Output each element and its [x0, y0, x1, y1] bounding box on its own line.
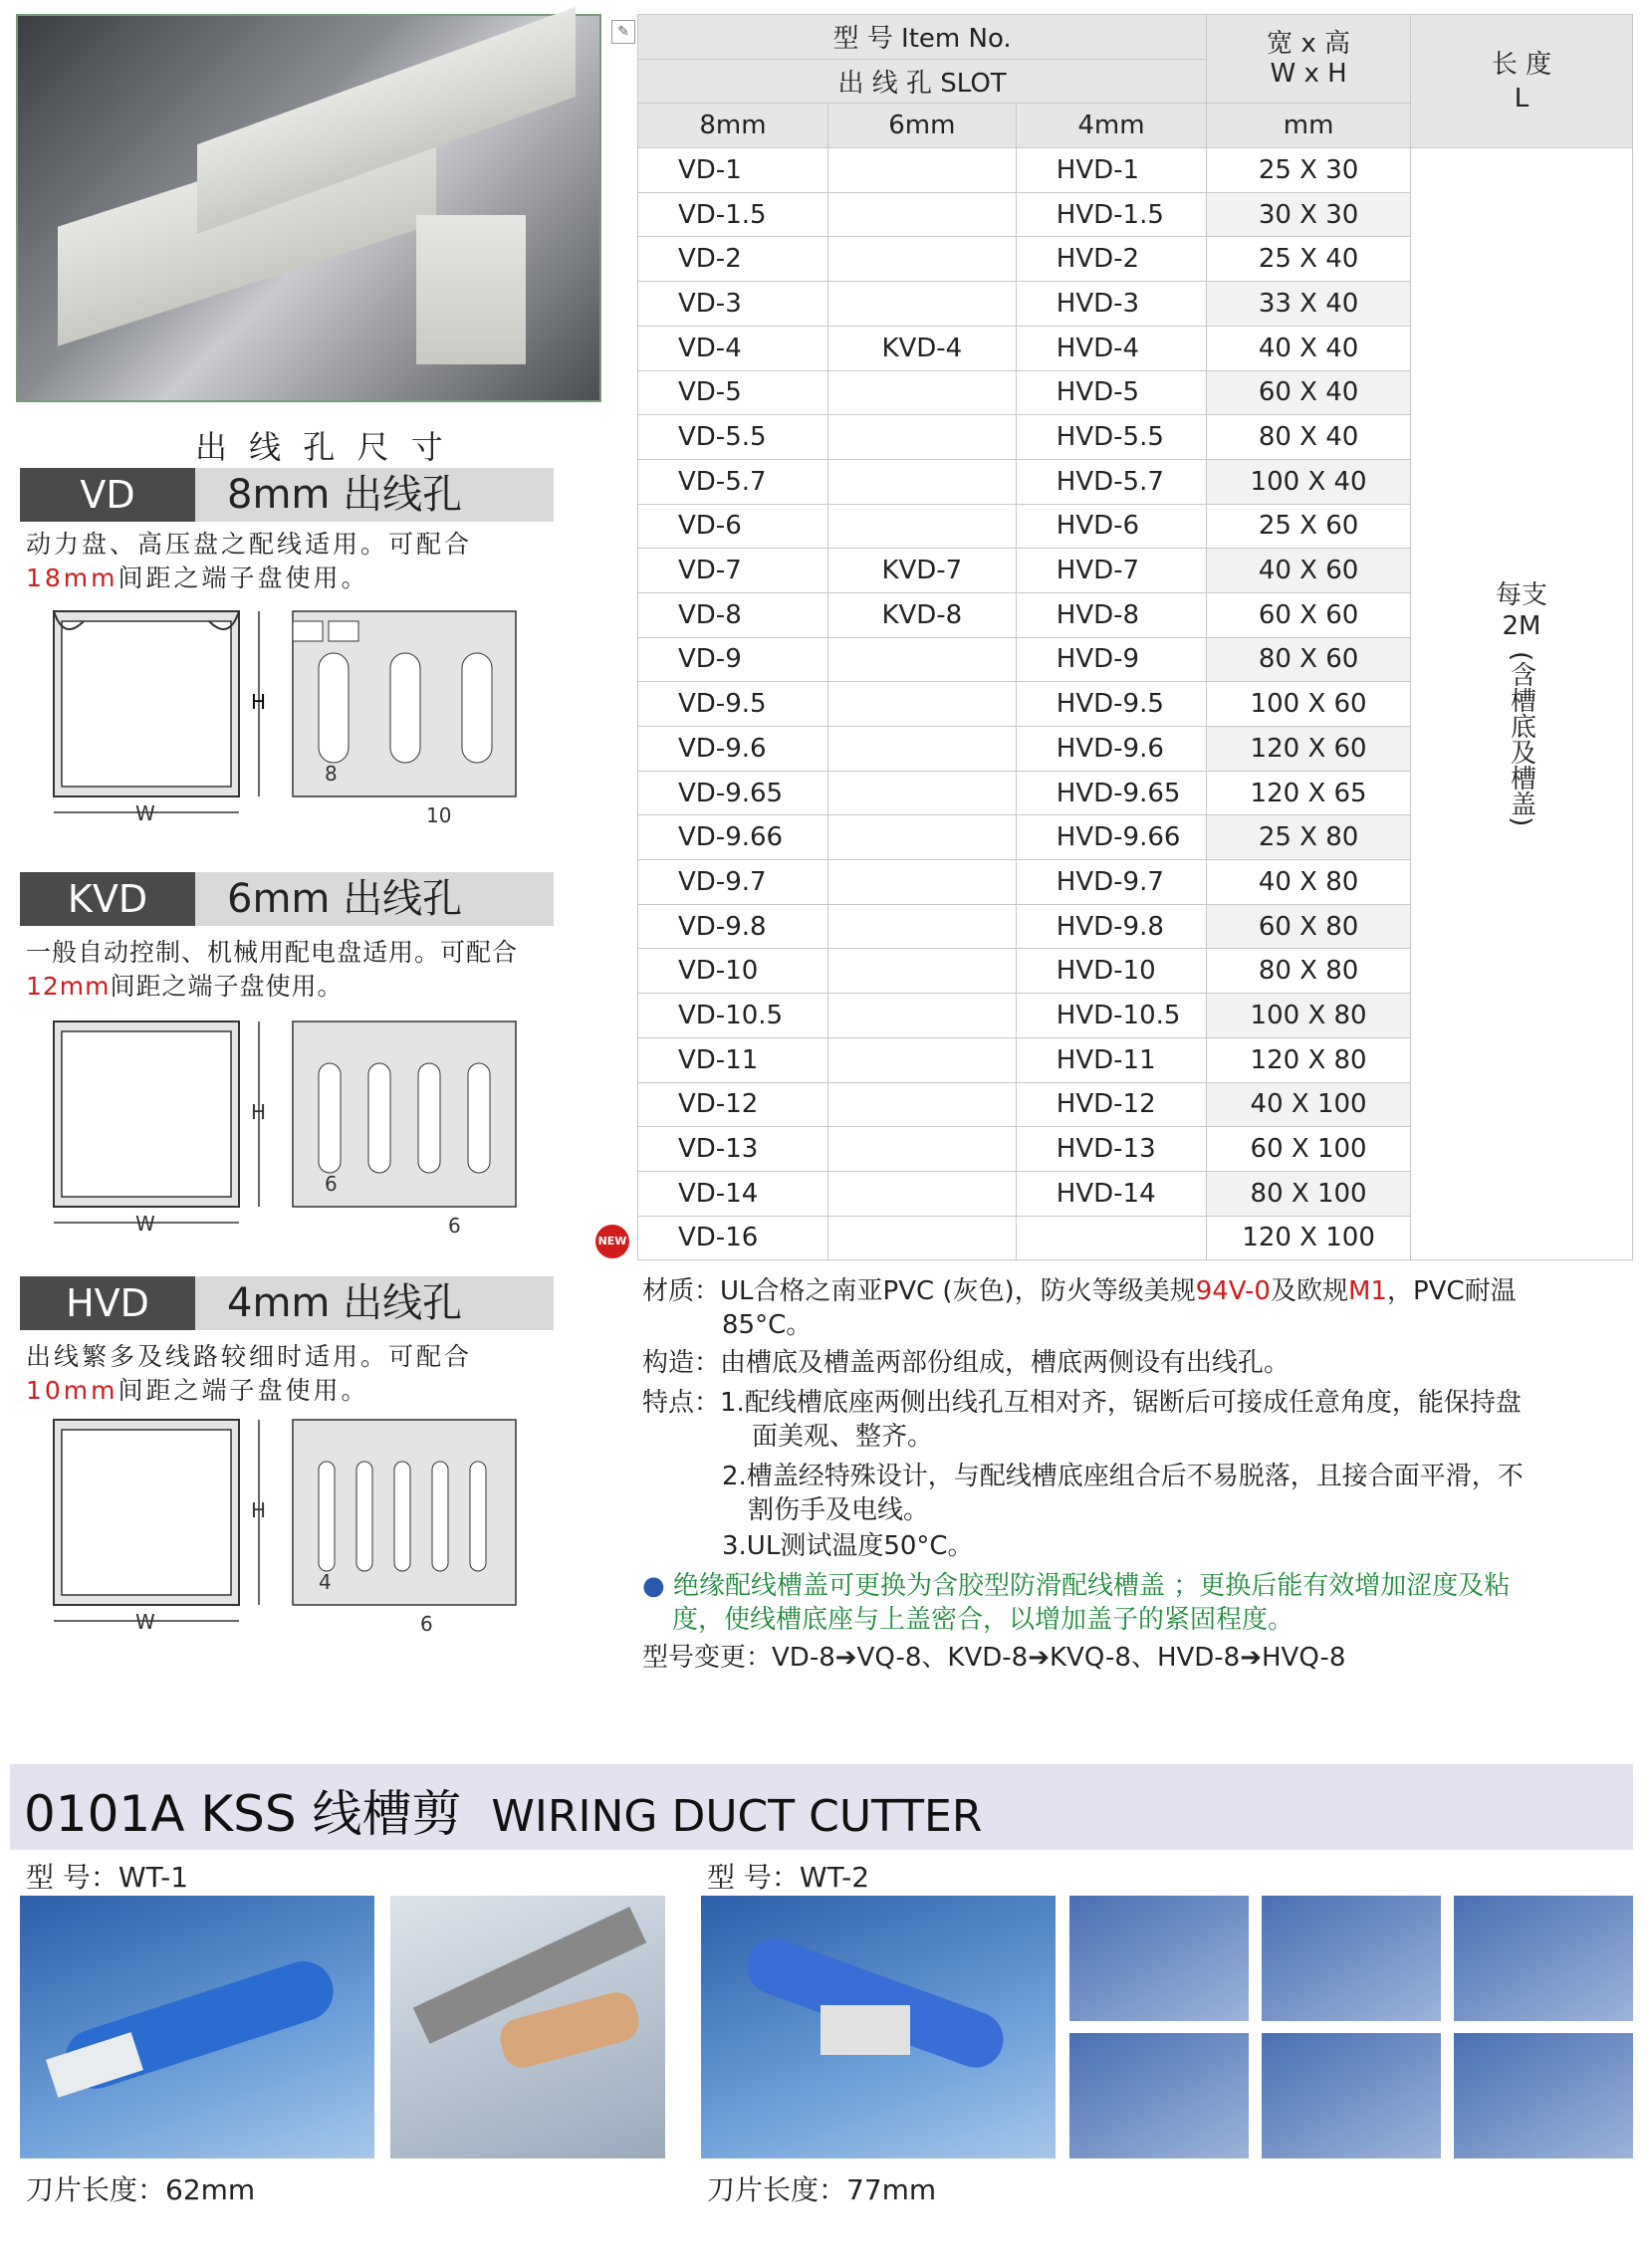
table-cell: VD-14 [638, 1171, 828, 1216]
svg-text:W: W [135, 801, 155, 825]
wt1-usage-photo [390, 1896, 665, 2158]
kvd-description: 一般自动控制、机械用配电盘适用。可配合12mm间距之端子盘使用。 [26, 938, 519, 1001]
table-cell: HVD-5 [1016, 370, 1206, 415]
svg-text:4: 4 [319, 1570, 332, 1594]
hvd-tag: HVD [20, 1276, 195, 1330]
table-cell [827, 148, 1016, 193]
table-cell: VD-5.5 [638, 415, 828, 460]
table-cell: KVD-4 [827, 326, 1016, 370]
table-cell: HVD-9.8 [1016, 904, 1206, 949]
material-note: 材质：UL合格之南亚PVC (灰色)，防火等级美规94V-0及欧规M1，PVC耐温 85°C。 [642, 1276, 1517, 1340]
table-cell: HVD-9.6 [1016, 727, 1206, 772]
svg-text:6: 6 [420, 1612, 433, 1636]
table-cell: HVD-3 [1016, 282, 1206, 327]
table-cell: VD-16 [638, 1216, 828, 1260]
table-cell: HVD-10 [1016, 949, 1206, 994]
table-cell: VD-12 [638, 1082, 828, 1127]
table-cell: VD-9.5 [638, 682, 828, 727]
header-slot: 出 线 孔 SLOT [638, 59, 1207, 104]
table-cell [827, 1171, 1016, 1216]
vd-diagram [40, 601, 538, 830]
table-cell [827, 504, 1016, 549]
svg-text:W: W [135, 1610, 155, 1634]
table-cell: 40 X 60 [1207, 549, 1411, 593]
table-cell: HVD-8 [1016, 592, 1206, 637]
kvd-title: 6mm 出线孔 [227, 876, 463, 922]
table-cell [827, 771, 1016, 815]
table-cell: HVD-5.7 [1016, 459, 1206, 504]
header-model: 型 号 Item No. [638, 15, 1207, 60]
table-cell: 80 X 80 [1207, 949, 1411, 994]
new-badge: NEW [595, 1225, 629, 1258]
table-cell: KVD-7 [827, 549, 1016, 593]
table-cell: 100 X 80 [1207, 994, 1411, 1038]
table-cell: HVD-7 [1016, 549, 1206, 593]
hvd-description: 出线繁多及线路较细时适用。可配合10mm间距之端子盘使用。 [26, 1342, 473, 1405]
hvd-diagram [40, 1410, 538, 1639]
svg-text:6: 6 [325, 1172, 338, 1196]
vd-dim-h: H [251, 690, 267, 714]
table-cell: VD-1 [638, 148, 828, 193]
table-cell: 25 X 40 [1207, 237, 1411, 282]
table-cell: VD-9.7 [638, 860, 828, 905]
wt1-model-label: 型 号：WT-1 [26, 1861, 189, 1894]
table-cell: HVD-1.5 [1016, 192, 1206, 237]
table-cell: VD-5.7 [638, 459, 828, 504]
table-cell: HVD-10.5 [1016, 994, 1206, 1038]
table-cell: VD-4 [638, 326, 828, 370]
table-cell: VD-7 [638, 549, 828, 593]
table-cell: VD-8 [638, 592, 828, 637]
table-cell: VD-9.66 [638, 815, 828, 860]
pencil-icon: ✎ [611, 20, 635, 44]
green-note: ● 绝缘配线槽盖可更换为含胶型防滑配线槽盖 ；更换后能有效增加涩度及粘 度，使线槽底座与上盖密合，以增加盖子的紧固程度。 [642, 1571, 1511, 1635]
vd-title: 8mm 出线孔 [227, 472, 463, 518]
table-cell: 100 X 60 [1207, 682, 1411, 727]
table-cell [827, 994, 1016, 1038]
table-cell: VD-9.8 [638, 904, 828, 949]
table-cell [827, 637, 1016, 682]
table-cell [827, 727, 1016, 772]
length-text-1: 每支 [1495, 580, 1547, 610]
table-cell: 40 X 80 [1207, 860, 1411, 905]
slot-size-title: 出 线 孔 尺 寸 [195, 428, 449, 466]
svg-text:10: 10 [426, 803, 452, 827]
svg-text:6: 6 [448, 1214, 461, 1238]
kvd-section-bar [20, 872, 554, 926]
table-cell [827, 282, 1016, 327]
table-cell: HVD-9.66 [1016, 815, 1206, 860]
table-cell: HVD-13 [1016, 1127, 1206, 1172]
vd-description: 动力盘、高压盘之配线适用。可配合18mm间距之端子盘使用。 [26, 530, 473, 592]
table-cell: VD-13 [638, 1127, 828, 1172]
table-cell: 120 X 100 [1207, 1216, 1411, 1260]
svg-text:W: W [135, 1212, 155, 1236]
duct-product-photo [16, 14, 601, 402]
wt1-photo [20, 1896, 374, 2158]
table-cell: HVD-9.65 [1016, 771, 1206, 815]
vd-tag: VD [20, 468, 195, 522]
table-cell: HVD-4 [1016, 326, 1206, 370]
table-cell: VD-10.5 [638, 994, 828, 1038]
length-text-3: (含槽底及槽盖) [1506, 651, 1536, 827]
table-cell: VD-2 [638, 237, 828, 282]
wt1-blade-length: 刀片长度：62mm [26, 2173, 256, 2206]
feature-3-note: 3.UL测试温度50°C。 [722, 1531, 974, 1561]
table-cell: 60 X 60 [1207, 592, 1411, 637]
table-cell: HVD-2 [1016, 237, 1206, 282]
hvd-section-bar [20, 1276, 554, 1330]
feature-2-note: 2.槽盖经特殊设计，与配线槽底座组合后不易脱落，且接合面平滑，不 割伤手及电线。 [722, 1462, 1524, 1525]
svg-text:H: H [251, 1100, 267, 1124]
table-cell: 60 X 40 [1207, 370, 1411, 415]
header-size: 宽 x 高 W x H [1207, 15, 1411, 104]
table-cell [827, 415, 1016, 460]
table-cell: 120 X 80 [1207, 1037, 1411, 1082]
table-row [638, 148, 1633, 193]
wt2-demo-grid [1069, 1896, 1633, 2158]
table-cell: VD-10 [638, 949, 828, 994]
table-cell [827, 192, 1016, 237]
table-cell: HVD-14 [1016, 1171, 1206, 1216]
table-cell: KVD-8 [827, 592, 1016, 637]
table-cell: 80 X 100 [1207, 1171, 1411, 1216]
header-6mm: 6mm [827, 104, 1016, 148]
kvd-diagram [40, 1012, 538, 1241]
vd-section-bar [20, 468, 554, 522]
table-cell [827, 904, 1016, 949]
table-cell [1016, 1216, 1206, 1260]
header-length: 长 度 L [1410, 15, 1632, 148]
table-cell: 120 X 65 [1207, 771, 1411, 815]
table-cell: HVD-1 [1016, 148, 1206, 193]
table-cell: VD-9.65 [638, 771, 828, 815]
table-cell: HVD-5.5 [1016, 415, 1206, 460]
header-8mm: 8mm [638, 104, 828, 148]
table-cell [827, 815, 1016, 860]
table-cell: 25 X 60 [1207, 504, 1411, 549]
bullet-dot-icon: ● [642, 1571, 665, 1601]
model-change-note: 型号变更：VD-8➔VQ-8、KVD-8➔KVQ-8、HVD-8➔HVQ-8 [642, 1643, 1346, 1673]
table-cell: 25 X 30 [1207, 148, 1411, 193]
table-cell [827, 1127, 1016, 1172]
table-cell: VD-1.5 [638, 192, 828, 237]
table-cell: VD-9.6 [638, 727, 828, 772]
length-cell [1410, 148, 1632, 1260]
table-cell: 40 X 40 [1207, 326, 1411, 370]
table-cell [827, 370, 1016, 415]
table-cell: VD-9 [638, 637, 828, 682]
table-cell: HVD-9 [1016, 637, 1206, 682]
table-cell: 80 X 40 [1207, 415, 1411, 460]
table-cell: HVD-11 [1016, 1037, 1206, 1082]
table-cell: 40 X 100 [1207, 1082, 1411, 1127]
table-cell: 25 X 80 [1207, 815, 1411, 860]
table-cell [827, 949, 1016, 994]
header-4mm: 4mm [1016, 104, 1206, 148]
table-cell: 80 X 60 [1207, 637, 1411, 682]
table-cell [827, 1037, 1016, 1082]
table-cell: 33 X 40 [1207, 282, 1411, 327]
table-cell: VD-6 [638, 504, 828, 549]
svg-text:H: H [251, 1498, 267, 1522]
kvd-tag: KVD [20, 872, 195, 926]
table-cell [827, 237, 1016, 282]
table-cell [827, 459, 1016, 504]
wt2-model-label: 型 号：WT-2 [707, 1861, 870, 1894]
wt2-photo [701, 1896, 1056, 2158]
table-cell [827, 860, 1016, 905]
table-cell: 60 X 100 [1207, 1127, 1411, 1172]
cutter-header: 0101A KSS 线槽剪 WIRING DUCT CUTTER [24, 1785, 983, 1843]
table-cell: 60 X 80 [1207, 904, 1411, 949]
table-cell: 100 X 40 [1207, 459, 1411, 504]
table-cell [827, 1216, 1016, 1260]
table-cell: HVD-12 [1016, 1082, 1206, 1127]
svg-text:8: 8 [325, 762, 338, 786]
hvd-title: 4mm 出线孔 [227, 1280, 463, 1326]
product-spec-table [637, 14, 1633, 1260]
table-cell: HVD-9.5 [1016, 682, 1206, 727]
table-cell: VD-11 [638, 1037, 828, 1082]
structure-note: 构造：由槽底及槽盖两部份组成，槽底两侧设有出线孔。 [642, 1348, 1291, 1378]
table-cell: HVD-6 [1016, 504, 1206, 549]
wt2-blade-length: 刀片长度：77mm [707, 2173, 937, 2206]
table-cell [827, 1082, 1016, 1127]
length-text-2: 2M [1502, 611, 1541, 641]
table-cell: VD-3 [638, 282, 828, 327]
table-cell: 120 X 60 [1207, 727, 1411, 772]
table-cell [827, 682, 1016, 727]
table-cell: 30 X 30 [1207, 192, 1411, 237]
table-cell: HVD-9.7 [1016, 860, 1206, 905]
table-cell: VD-5 [638, 370, 828, 415]
feature-note: 特点：1.配线槽底座两侧出线孔互相对齐，锯断后可接成任意角度，能保持盘 面美观、整齐。 [642, 1388, 1522, 1452]
header-unit: mm [1207, 104, 1411, 148]
